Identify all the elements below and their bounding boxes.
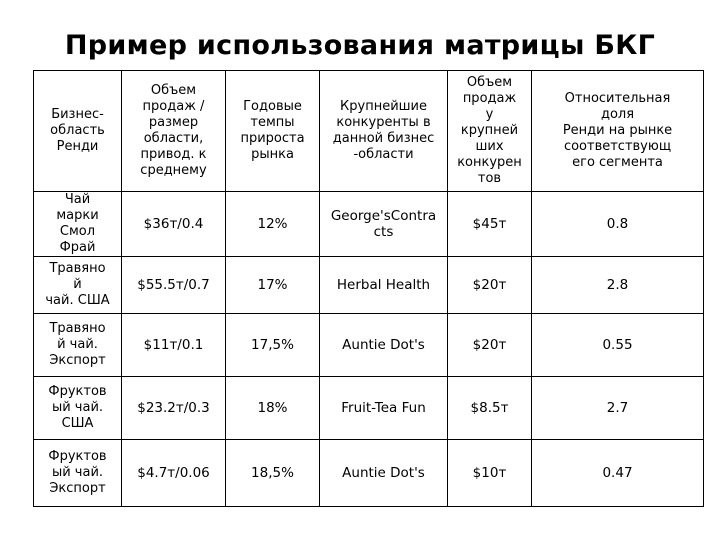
- table-row: [34, 314, 704, 377]
- cell-relative-share: 2.8: [532, 257, 704, 314]
- table-row: [34, 192, 704, 257]
- cell-sales-volume: $4.7т/0.06: [122, 440, 226, 507]
- cell-sales-volume: $36т/0.4: [122, 192, 226, 257]
- header-business-area: Бизнес- область Ренди: [34, 71, 122, 192]
- cell-competitor: Auntie Dot's: [320, 440, 448, 507]
- cell-competitor-sales: $8.5т: [448, 377, 532, 440]
- cell-growth-rate: 18%: [226, 377, 320, 440]
- header-competitor-sales: Объем продаж у крупней ших конкурен тов: [448, 71, 532, 192]
- cell-sales-volume: $11т/0.1: [122, 314, 226, 377]
- bcg-matrix-table: [33, 70, 704, 507]
- cell-growth-rate: 18,5%: [226, 440, 320, 507]
- cell-relative-share: 2.7: [532, 377, 704, 440]
- cell-competitor-sales: $45т: [448, 192, 532, 257]
- cell-business-area: Травяно й чай. США: [34, 257, 122, 314]
- cell-business-area: Фруктов ый чай. Экспорт: [34, 440, 122, 507]
- cell-competitor: Auntie Dot's: [320, 314, 448, 377]
- page-title: Пример использования матрицы БКГ: [64, 30, 656, 61]
- cell-competitor-sales: $20т: [448, 257, 532, 314]
- cell-competitor: Herbal Health: [320, 257, 448, 314]
- cell-growth-rate: 17%: [226, 257, 320, 314]
- cell-competitor: Fruit-Tea Fun: [320, 377, 448, 440]
- header-growth-rate: Годовые темпы прироста рынка: [226, 71, 320, 192]
- table-row: [34, 440, 704, 507]
- cell-business-area: Фруктов ый чай. США: [34, 377, 122, 440]
- table-row: [34, 257, 704, 314]
- cell-competitor-sales: $10т: [448, 440, 532, 507]
- table-header-row: [34, 71, 704, 192]
- cell-growth-rate: 17,5%: [226, 314, 320, 377]
- cell-relative-share: 0.8: [532, 192, 704, 257]
- cell-growth-rate: 12%: [226, 192, 320, 257]
- cell-sales-volume: $55.5т/0.7: [122, 257, 226, 314]
- header-relative-share: Относительная доля Ренди на рынке соответствующ его сегмента: [532, 71, 704, 192]
- table-row: [34, 377, 704, 440]
- cell-sales-volume: $23.2т/0.3: [122, 377, 226, 440]
- cell-competitor-sales: $20т: [448, 314, 532, 377]
- header-sales-volume: Объем продаж / размер области, привод. к среднему: [122, 71, 226, 192]
- cell-competitor: George'sContra cts: [320, 192, 448, 257]
- cell-business-area: Травяно й чай. Экспорт: [34, 314, 122, 377]
- header-competitors: Крупнейшие конкуренты в данной бизнес -области: [320, 71, 448, 192]
- cell-relative-share: 0.47: [532, 440, 704, 507]
- cell-relative-share: 0.55: [532, 314, 704, 377]
- cell-business-area: Чай марки Смол Фрай: [34, 192, 122, 257]
